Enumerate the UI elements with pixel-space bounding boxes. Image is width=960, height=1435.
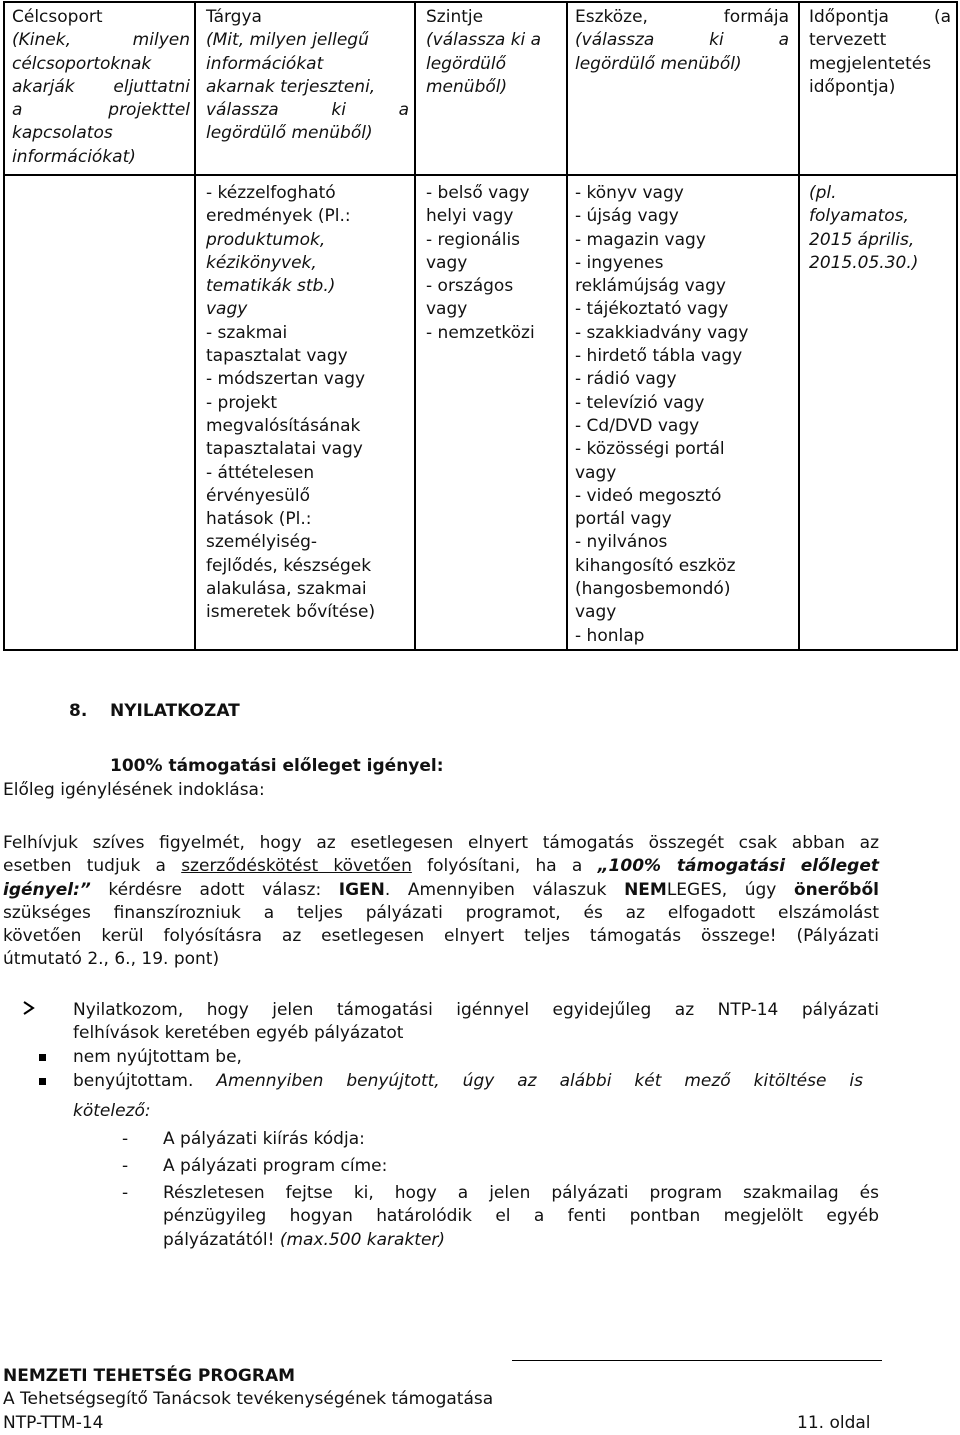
- table-col-divider: [798, 1, 800, 651]
- own-funds: önerőből: [793, 879, 879, 900]
- option-line: (pl.: [809, 183, 837, 203]
- option-line: - Cd/DVD vagy: [575, 415, 700, 436]
- paragraph-line: Felhívjuk szíves figyelmét, hogy az esetlegesen elnyert támogatás összegét csak abban az: [3, 833, 879, 853]
- header-line: menüből): [426, 76, 508, 97]
- option-line: - szakkiadvány vagy: [575, 322, 749, 343]
- option-line: portál vagy: [575, 509, 672, 530]
- underlined-text: szerződéskötést követően: [181, 856, 412, 877]
- footer-subtitle: A Tehetségsegítő Tanácsok tevékenységének támogatása: [3, 1389, 494, 1409]
- option-line: - honlap: [575, 625, 645, 646]
- header-line: (válassza ki a: [426, 30, 542, 51]
- option-line: kézikönyvek,: [206, 252, 317, 273]
- body-medium-options: [575, 182, 789, 648]
- header-line: kapcsolatos: [12, 123, 113, 144]
- header-line: Időpontja (a: [809, 7, 951, 27]
- section-title: NYILATKOZAT: [110, 701, 240, 721]
- header-line: legördülő: [426, 53, 507, 74]
- option-submitted-note: Amennyiben benyújtott, úgy az alábbi két mező kitöltése is: [216, 1071, 863, 1091]
- section-number: 8.: [69, 701, 88, 721]
- option-line: megvalósításának: [206, 415, 361, 436]
- option-line: (hangosbemondó): [575, 579, 731, 600]
- option-line: vagy: [426, 252, 468, 273]
- dash-bullet: -: [122, 1183, 129, 1203]
- required-note: kötelező:: [73, 1101, 151, 1121]
- option-line: - hirdető tábla vagy: [575, 346, 743, 367]
- option-line: folyamatos,: [809, 206, 909, 227]
- option-line: - tájékoztató vagy: [575, 299, 729, 320]
- header-line: célcsoportoknak: [12, 53, 152, 74]
- declaration-statement: [73, 999, 879, 1046]
- table-border-bottom: [3, 649, 958, 651]
- option-submitted[interactable]: [73, 1070, 863, 1093]
- option-line: kihangosító eszköz: [575, 555, 736, 576]
- header-line: Eszköze, formája: [575, 7, 789, 27]
- text: folyósítani, ha a: [411, 856, 598, 877]
- option-line: - módszertan vagy: [206, 369, 366, 390]
- option-line: személyiség-: [206, 532, 318, 553]
- dash-bullet: -: [122, 1129, 129, 1149]
- header-line: válassza ki a: [206, 100, 409, 121]
- header-line: legördülő menüből): [206, 123, 373, 144]
- header-line: (Kinek, milyen: [12, 30, 190, 51]
- paragraph-line: [3, 879, 879, 902]
- paragraph-line: szükséges finanszírozniuk a teljes pályázati programot, és az elfogadott elszámolást: [3, 902, 879, 923]
- text: kérdésre adott válasz:: [90, 879, 339, 900]
- option-line: - televízió vagy: [575, 392, 705, 413]
- header-line: információkat: [206, 53, 324, 74]
- table-border-left: [3, 1, 5, 651]
- paragraph-line: [3, 855, 879, 878]
- body-date-examples: [809, 182, 951, 275]
- field-program-title[interactable]: A pályázati program címe:: [163, 1156, 388, 1176]
- table-col-divider: [194, 1, 196, 651]
- option-line: - nyilvános: [575, 532, 668, 553]
- option-line: tapasztalatai vagy: [206, 439, 363, 460]
- table-col-divider: [414, 1, 416, 651]
- option-line: vagy: [426, 299, 468, 320]
- option-line: alakulása, szakmai: [206, 579, 367, 600]
- option-line: - projekt: [206, 392, 278, 413]
- body-subject-options: [206, 182, 409, 625]
- text: . Amennyiben válaszuk: [384, 879, 625, 900]
- quoted-question: „100% támogatási előleget: [597, 856, 879, 877]
- table-header-divider: [3, 174, 958, 176]
- option-line: vagy: [206, 299, 248, 320]
- option-line: vagy: [575, 462, 617, 483]
- option-submitted-label: benyújtottam.: [73, 1071, 194, 1091]
- field-line: pénzügyileg hogyan határolódik el a fenti pontban megjelölt egyéb: [163, 1206, 879, 1227]
- field-line: pályázatától!: [163, 1229, 275, 1250]
- header-line: legördülő menüből): [575, 53, 742, 74]
- header-line: Tárgya: [206, 7, 262, 27]
- field-distinction-explanation[interactable]: [163, 1182, 879, 1252]
- option-line: 2015 április,: [809, 229, 915, 250]
- advance-title: 100% támogatási előleget igényel:: [110, 756, 444, 776]
- option-line: fejlődés, készségek: [206, 555, 372, 576]
- paragraph-line: követően kerül folyósításra az esetlegesen elnyert teljes támogatás összege! (Pályázati: [3, 926, 879, 947]
- footer-code: NTP-TTM-14: [3, 1413, 104, 1433]
- header-line: információkat): [12, 146, 136, 167]
- paragraph-line: útmutató 2., 6., 19. pont): [3, 949, 220, 970]
- option-line: ismeretek bővítése): [206, 602, 376, 623]
- header-line: Célcsoport: [12, 7, 103, 27]
- option-line: - könyv vagy: [575, 183, 684, 203]
- page-number: 11. oldal: [797, 1413, 871, 1433]
- header-line: megjelentetés: [809, 53, 932, 74]
- header-line: a projekttel: [12, 100, 190, 121]
- option-line: - videó megosztó: [575, 485, 722, 506]
- option-line: - ingyenes: [575, 252, 664, 273]
- option-line: - rádió vagy: [575, 369, 677, 390]
- quoted-question: igényel:”: [3, 879, 91, 900]
- option-line: - szakmai: [206, 322, 288, 343]
- text: esetben tudjuk a: [3, 856, 182, 877]
- header-target-group: [12, 6, 190, 169]
- square-bullet-icon: [39, 1078, 46, 1085]
- char-limit-note: (max.500 karakter): [274, 1229, 446, 1250]
- option-line: helyi vagy: [426, 206, 514, 227]
- header-level: [426, 6, 560, 99]
- option-line: érvényesülő: [206, 485, 311, 506]
- header-line: (Mit, milyen jellegű: [206, 30, 369, 51]
- option-line: vagy: [575, 602, 617, 623]
- body-level-options: [426, 182, 560, 345]
- option-line: hatások (Pl.:: [206, 509, 312, 530]
- header-line: időpontja): [809, 76, 896, 97]
- footer-divider: [512, 1360, 882, 1361]
- option-line: tematikák stb.): [206, 276, 336, 297]
- option-line: produktumok,: [206, 229, 326, 250]
- option-line: - nemzetközi: [426, 322, 535, 343]
- option-line: - közösségi portál: [575, 439, 725, 460]
- footer-program: NEMZETI TEHETSÉG PROGRAM: [3, 1366, 296, 1386]
- square-bullet-icon: [39, 1054, 46, 1061]
- option-line: - áttételesen: [206, 462, 315, 483]
- field-call-code[interactable]: A pályázati kiírás kódja:: [163, 1129, 365, 1149]
- advance-reason-label: Előleg igénylésének indoklása:: [3, 780, 265, 800]
- answer-yes: IGEN: [338, 879, 385, 900]
- option-line: eredmények (Pl.:: [206, 206, 351, 227]
- header-line: tervezett: [809, 30, 887, 51]
- option-not-submitted[interactable]: nem nyújtottam be,: [73, 1047, 242, 1067]
- option-line: - újság vagy: [575, 206, 679, 227]
- dash-bullet: -: [122, 1156, 129, 1176]
- option-line: - országos: [426, 276, 514, 297]
- option-line: tapasztalat vagy: [206, 346, 348, 367]
- arrow-bullet-icon: [22, 999, 36, 1024]
- header-line: akarnak terjeszteni,: [206, 76, 376, 97]
- option-line: - kézzelfogható: [206, 183, 336, 203]
- communication-table: [3, 1, 958, 651]
- text: LEGES, úgy: [666, 879, 794, 900]
- table-border-top: [3, 1, 958, 3]
- advance-notice-paragraph: [3, 832, 879, 972]
- header-medium: [575, 6, 789, 76]
- answer-no: NEM: [624, 879, 667, 900]
- header-line: akarják eljuttatni: [12, 76, 190, 97]
- header-line: Szintje: [426, 7, 484, 27]
- option-line: - regionális: [426, 229, 521, 250]
- field-line: Részletesen fejtse ki, hogy a jelen pályázati program szakmailag és: [163, 1183, 879, 1203]
- header-subject: [206, 6, 409, 146]
- option-line: 2015.05.30.): [809, 252, 919, 273]
- option-line: reklámújság vagy: [575, 276, 726, 297]
- header-line: (válassza ki a: [575, 30, 789, 51]
- table-border-right: [956, 1, 958, 651]
- option-line: - magazin vagy: [575, 229, 706, 250]
- declaration-line: Nyilatkozom, hogy jelen támogatási igénnyel egyidejűleg az NTP-14 pályázati: [73, 1000, 879, 1020]
- header-date: [809, 6, 951, 99]
- option-line: - belső vagy: [426, 183, 530, 203]
- declaration-line: felhívások keretében egyéb pályázatot: [73, 1023, 404, 1044]
- table-col-divider: [566, 1, 568, 651]
